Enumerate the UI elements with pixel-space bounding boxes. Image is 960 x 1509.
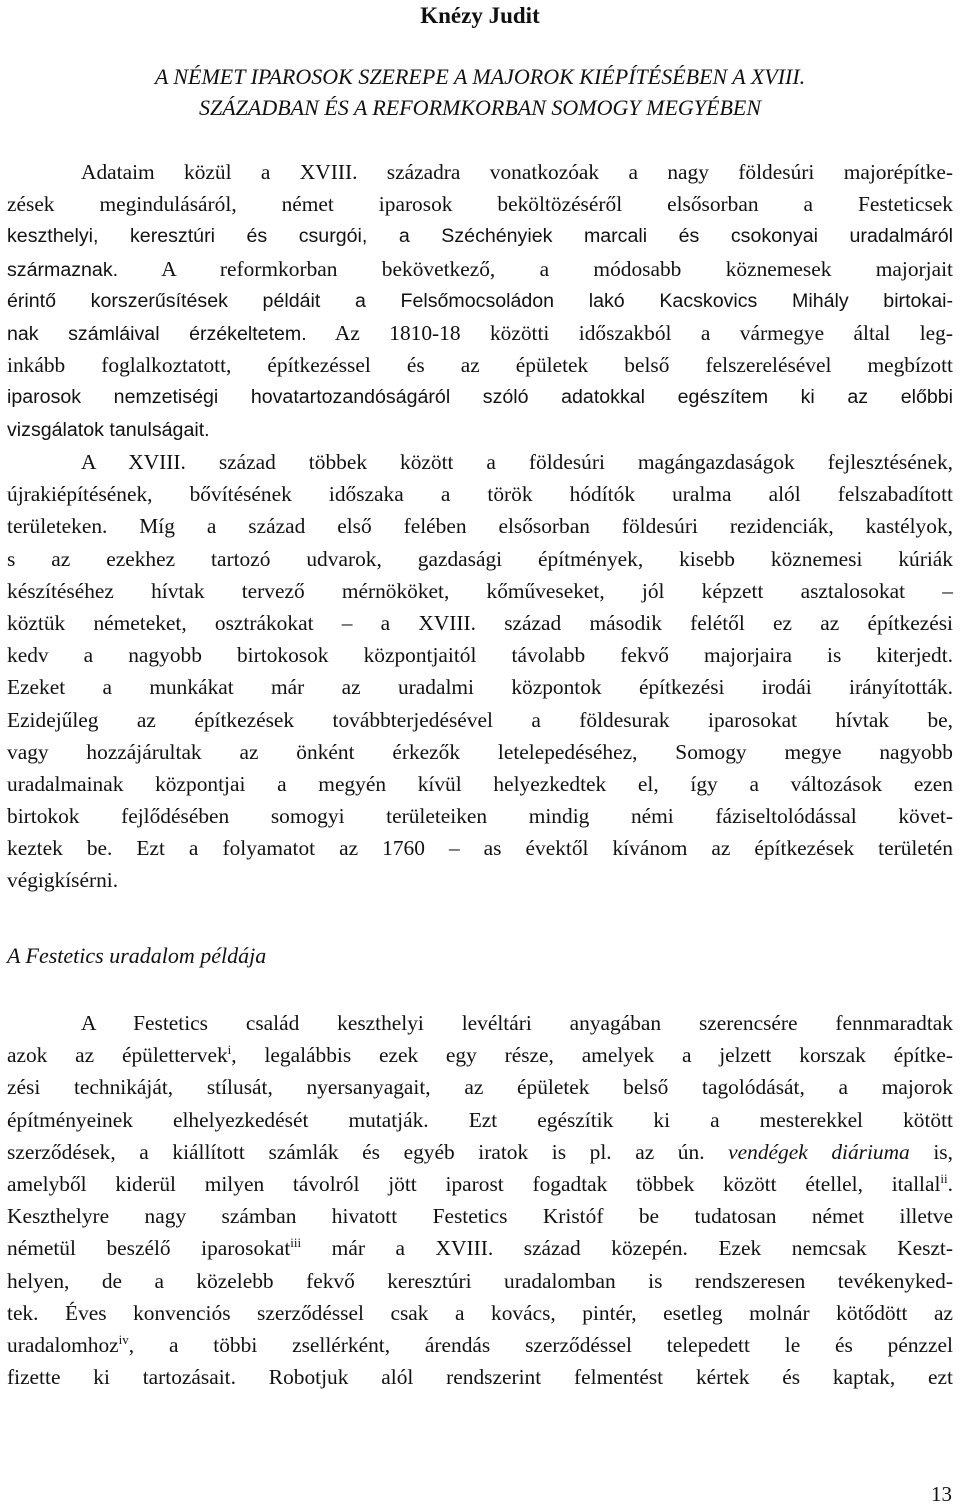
text-line: építményeinek elhelyezkedését mutatják. Ezt egészítik ki a mesterekkel kötött (7, 1107, 953, 1132)
festetics-paragraph (7, 1007, 953, 1393)
text-line: zések megindulásáról, német iparosok beköltözéséről elsősorban a Festeticsek (7, 192, 953, 217)
endnote-ref[interactable]: ii (940, 1170, 948, 1186)
text-line: vagy hozzájárultak az önként érkezők letelepedéséhez, Somogy megye nagyobb (7, 739, 953, 764)
text-fragment: A reformkorban bekövetkező, a módosabb köznemesek majorjait (118, 256, 953, 281)
text-line: Adataim közül a XVIII. századra vonatkozóak a nagy földesúri majorépítke- (81, 160, 953, 184)
text-line (7, 1329, 953, 1361)
text-fragment: származnak. (7, 258, 119, 281)
text-fragment: is, (909, 1139, 953, 1164)
text-line: fizette ki tartozásait. Robotjuk alól rendszerint felmentést kértek és kaptak, ezt (7, 1365, 953, 1390)
text-line (7, 1039, 953, 1071)
text-line: kedv a nagyobb birtokosok központjaitól távolabb fekvő majorjaira is kiterjedt. (7, 643, 953, 668)
italic-term: vendégek diáriuma (728, 1139, 910, 1164)
text-line (7, 1168, 953, 1200)
text-line (7, 1232, 953, 1264)
endnote-ref[interactable]: i (227, 1042, 232, 1058)
text-line: birtokok fejlődésében somogyi területeiken mindig némi fáziseltolódással követ- (7, 804, 953, 829)
text-fragment: nak számláival érzékeltetem. (7, 322, 307, 345)
text-line: köztük németeket, osztrákokat – a XVIII. század második felétől ez az építkezési (7, 610, 953, 635)
text-line: keztek be. Ezt a folyamatot az 1760 – as évektől kívánom az építkezések területén (7, 836, 953, 861)
text-line: vizsgálatok tanulságait. (7, 418, 210, 441)
text-fragment: Az 1810-18 közötti időszakból a vármegye által leg- (306, 320, 953, 345)
text-line: keszthelyi, keresztúri és csurgói, a Széchényiek marcali és csokonyai uradalmáról (7, 225, 953, 248)
main-paragraph (7, 446, 953, 897)
title-line: A NÉMET IPAROSOK SZEREPE A MAJOROK KIÉPÍTÉSÉBEN A XVIII. (154, 64, 806, 89)
text-line: végigkísérni. (7, 868, 119, 893)
text-line: A XVIII. század többek között a földesúri magángazdaságok fejlesztésének, (81, 450, 953, 474)
text-line: A Festetics család keszthelyi levéltári anyagában szerencsére fennmaradtak (81, 1011, 953, 1035)
text-line: újrakiépítésének, bővítésének időszaka a török hódítók uralma alól felszabadított (7, 482, 953, 507)
endnote-ref[interactable]: iv (118, 1331, 129, 1347)
text-line: Ezidejűleg az építkezések továbbterjedésével a földesurak iparosokat hívtak be, (7, 707, 953, 732)
text-line: Ezeket a munkákat már az uradalmi központok építkezési irodái irányították. (7, 675, 953, 700)
text-fragment: , a többi zsellérként, árendás szerződéssel telepedett le és pénzzel (128, 1332, 953, 1357)
text-line: inkább foglalkoztatott, építkezéssel és az épületek belső felszerelésével megbízott (7, 353, 953, 378)
text-line (7, 253, 953, 285)
text-line: zési technikáját, stílusát, nyersanyagait, az épületek belső tagolódását, a majorok (7, 1075, 953, 1100)
text-fragment: azok az épülettervek (7, 1043, 228, 1068)
text-line: tek. Éves konvenciós szerződéssel csak a kovács, pintér, esetleg molnár kötődött az (7, 1300, 953, 1325)
text-fragment: már a XVIII. század közepén. Ezek nemcsak Keszt- (301, 1236, 954, 1261)
title-line: SZÁZADBAN ÉS A REFORMKORBAN SOMOGY MEGYÉBEN (199, 95, 761, 120)
text-line (7, 317, 953, 349)
text-fragment: uradalomhoz (7, 1332, 119, 1357)
page-number: 13 (931, 1482, 952, 1506)
text-line: Keszthelyre nagy számban hivatott Festetics Kristóf be tudatosan német illetve (7, 1204, 953, 1229)
text-fragment: , legalábbis ezek egy része, amelyek a jelzett korszak építke- (231, 1043, 953, 1068)
text-line: készítéséhez hívtak tervező mérnököket, kőműveseket, jól képzett asztalosokat – (7, 578, 953, 603)
text-line: érintő korszerűsítések példáit a Felsőmocsoládon lakó Kacskovics Mihály birtokai- (7, 289, 953, 312)
text-line: uradalmainak központjai a megyén kívül helyezkedtek el, így a változások ezen (7, 771, 953, 796)
text-line: területeken. Míg a század első felében elsősorban földesúri rezidenciák, kastélyok, (7, 514, 953, 539)
text-line: iparosok nemzetiségi hovatartozandóságáról szóló adatokkal egészítem ki az előbbi (7, 386, 953, 409)
text-fragment: . (947, 1171, 953, 1196)
endnote-ref[interactable]: iii (290, 1235, 302, 1251)
text-line: s az ezekhez tartozó udvarok, gazdasági építmények, kisebb köznemesi kúriák (7, 546, 953, 571)
text-fragment: németül beszélő iparosokat (7, 1236, 291, 1261)
article-title (40, 61, 920, 123)
intro-paragraph (7, 156, 953, 446)
text-line (7, 1136, 953, 1168)
text-fragment: szerződések, a kiállított számlák és egyéb iratok is pl. az ún. (7, 1139, 729, 1164)
text-line: helyen, de a közelebb fekvő keresztúri uradalomban is rendszeresen tevékenyked- (7, 1268, 953, 1293)
section-heading: A Festetics uradalom példája (7, 943, 267, 968)
text-fragment: amelyből kiderül milyen távolról jött iparost fogadtak többek között étellel, itallal (7, 1171, 941, 1196)
author-name: Knézy Judit (420, 3, 540, 28)
